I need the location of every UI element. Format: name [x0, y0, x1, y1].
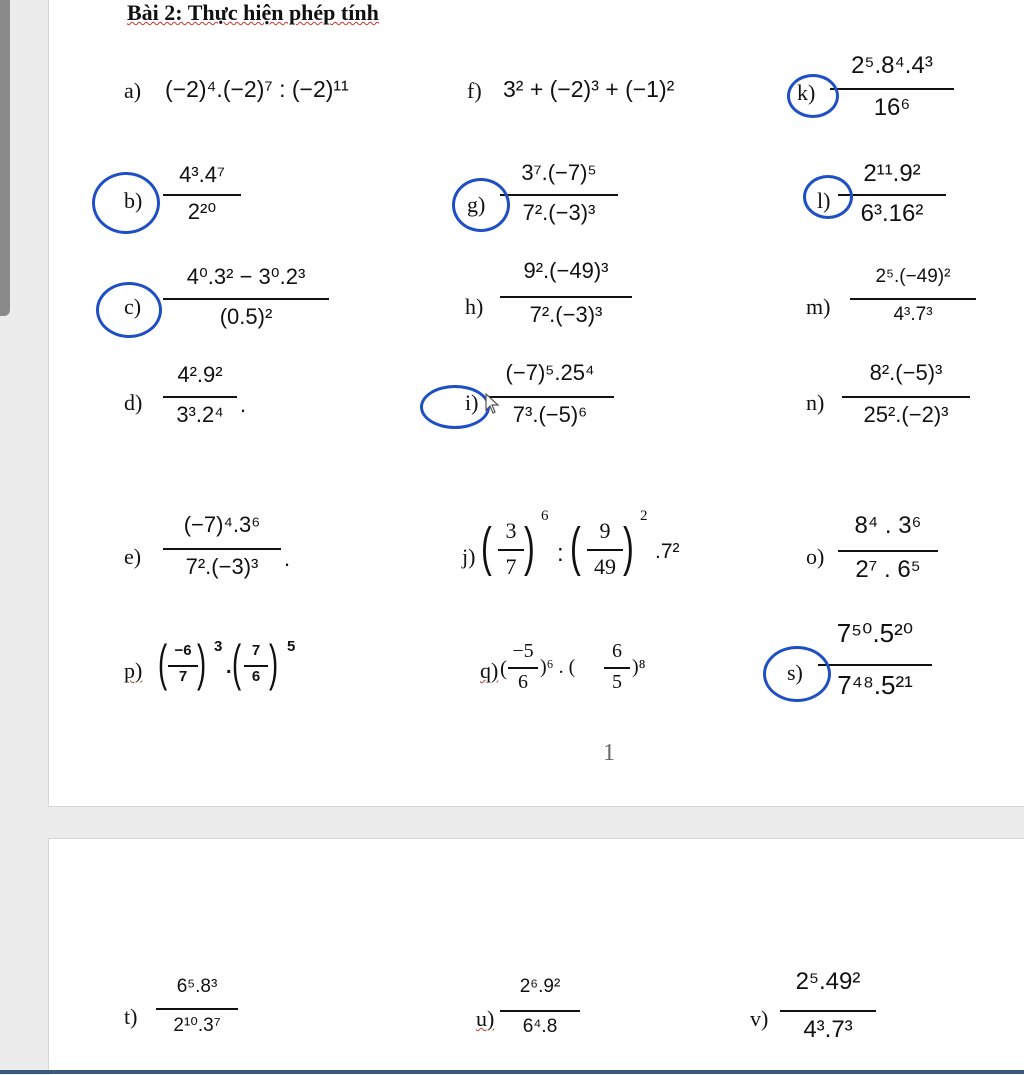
numerator-c: 4⁰.3² − 3⁰.2³: [186, 264, 306, 289]
denominator-o: 2⁷ . 6⁵: [855, 556, 921, 583]
fraction-o: [838, 512, 938, 592]
fraction-m: [850, 266, 976, 340]
exponent-j-a: 6: [541, 508, 549, 524]
fraction-bar-n: [842, 396, 970, 398]
label-h: h): [465, 294, 484, 319]
denominator-p-a: 7: [178, 668, 188, 685]
label-f: f): [467, 78, 482, 103]
expr-f: 3² + (−2)³ + (−1)²: [503, 76, 675, 102]
numerator-u: 2⁶.9²: [519, 976, 561, 997]
numerator-i: (−7)⁵.25⁴: [505, 360, 595, 385]
numerator-h: 9².(−49)³: [523, 258, 609, 283]
label-p: p): [124, 658, 143, 683]
fraction-i: [486, 360, 614, 436]
label-q: q): [480, 658, 499, 683]
numerator-l: 2¹¹.9²: [863, 160, 921, 187]
label-l: l): [817, 188, 831, 213]
fraction-d: [163, 362, 237, 438]
label-s: s): [787, 660, 803, 685]
fraction-bar-o: [838, 550, 938, 552]
label-b: b): [124, 188, 143, 213]
fraction-n: [842, 360, 970, 440]
denominator-b: 2²⁰: [187, 199, 217, 224]
denominator-s: 7⁴⁸.5²¹: [837, 670, 913, 700]
fraction-bar-b: [163, 194, 241, 196]
fraction-bar-p-a: [168, 665, 198, 667]
paren-close-p2: ): [269, 635, 279, 691]
label-u: u): [476, 1006, 495, 1031]
numerator-k: 2⁵.8⁴.4³: [851, 52, 933, 79]
label-t: t): [124, 1004, 138, 1029]
side-scroll-tab[interactable]: [0, 0, 10, 316]
denominator-j-b: 49: [594, 554, 616, 579]
fraction-t: [156, 976, 238, 1050]
fraction-bar-v: [780, 1010, 876, 1012]
fraction-bar-t: [156, 1008, 238, 1010]
numerator-m: 2⁵.(−49)²: [875, 266, 951, 287]
label-c: c): [124, 294, 142, 319]
denominator-q-b: 5: [612, 671, 622, 693]
label-e: e): [124, 544, 142, 569]
fraction-h: [500, 258, 632, 338]
label-i: i): [465, 390, 479, 415]
denominator-u: 6⁴.8: [522, 1016, 558, 1037]
exercise-title: Bài 2: Thực hiện phép tính: [127, 0, 379, 25]
label-j: j): [462, 544, 476, 569]
numerator-v: 2⁵.49²: [795, 968, 861, 995]
fraction-bar-q-b: [604, 667, 630, 669]
denominator-j-a: 7: [505, 554, 517, 579]
fraction-bar-m: [850, 298, 976, 300]
fraction-bar-s: [818, 664, 932, 666]
denominator-h: 7².(−3)³: [529, 302, 603, 327]
paren-open-j2: (: [570, 517, 581, 577]
fraction-j-a: [498, 518, 524, 588]
fraction-q-a: [508, 640, 538, 700]
denominator-t: 2¹⁰.3⁷: [173, 1015, 221, 1036]
mouse-pointer-icon: [485, 393, 501, 415]
exponent-p-b: 5: [287, 638, 296, 655]
fraction-bar-p-b: [244, 665, 268, 667]
expr-a: (−2)⁴.(−2)⁷ : (−2)¹¹: [165, 76, 349, 102]
denominator-l: 6³.16²: [860, 200, 924, 227]
label-v: v): [750, 1006, 769, 1031]
numerator-j-a: 3: [505, 518, 517, 543]
page-number: 1: [603, 740, 615, 766]
operator-p: .: [226, 656, 232, 678]
fraction-j-b: [587, 518, 623, 588]
paren-open-j1: (: [481, 517, 492, 577]
label-k: k): [797, 80, 816, 105]
denominator-n: 25².(−2)³: [863, 402, 949, 427]
numerator-e: (−7)⁴.3⁶: [183, 512, 261, 537]
fraction-b: [163, 162, 241, 234]
numerator-t: 6⁵.8³: [176, 976, 218, 997]
middle-q: )⁶ . (: [540, 656, 576, 678]
denominator-g: 7².(−3)³: [522, 200, 596, 225]
denominator-i: 7³.(−5)⁶: [512, 402, 588, 427]
fraction-bar-q-a: [508, 667, 538, 669]
denominator-q-a: 6: [518, 671, 528, 693]
fraction-bar-j-a: [498, 549, 524, 551]
numerator-d: 4².9²: [177, 362, 223, 387]
bottom-bar: [0, 1070, 1024, 1074]
fraction-s: [818, 618, 932, 710]
numerator-j-b: 9: [599, 518, 611, 543]
denominator-v: 4³.7³: [803, 1016, 853, 1043]
paren-close-j2: ): [623, 517, 634, 577]
denominator-m: 4³.7³: [893, 304, 933, 325]
fraction-bar-d: [163, 396, 237, 398]
fraction-v: [780, 968, 876, 1060]
numerator-q-a: −5: [512, 640, 534, 662]
label-g: g): [467, 192, 486, 217]
label-d: d): [124, 390, 143, 415]
fraction-bar-g: [500, 194, 618, 196]
exponent-p-a: 3: [214, 638, 223, 655]
fraction-bar-h: [500, 296, 632, 298]
fraction-q-b: [604, 640, 630, 700]
denominator-k: 16⁶: [873, 94, 911, 121]
label-a: a): [124, 78, 142, 103]
paren-open-q: (: [500, 656, 507, 680]
fraction-bar-c: [163, 298, 329, 300]
numerator-p-b: 7: [251, 642, 261, 659]
tail-j: .7²: [655, 540, 680, 563]
numerator-s: 7⁵⁰.5²⁰: [836, 618, 914, 648]
paren-close-p1: ): [197, 635, 207, 691]
label-o: o): [806, 544, 825, 569]
denominator-p-b: 6: [251, 668, 261, 685]
fraction-p-b: [244, 642, 268, 698]
denominator-e: 7².(−3)³: [185, 554, 259, 579]
fraction-p-a: [168, 642, 198, 698]
numerator-b: 4³.4⁷: [179, 162, 225, 187]
operator-j: :: [557, 540, 564, 567]
paren-close-j1: ): [524, 517, 535, 577]
fraction-c: [163, 264, 329, 340]
tail-q: )⁸: [632, 656, 646, 678]
paren-open-p1: (: [158, 635, 168, 691]
fraction-bar-j-b: [587, 549, 623, 551]
numerator-g: 3⁷.(−7)⁵: [521, 160, 597, 185]
fraction-bar-i: [486, 396, 614, 398]
paren-open-p2: (: [232, 635, 242, 691]
tail-d: .: [240, 392, 247, 417]
numerator-q-b: 6: [612, 640, 622, 662]
numerator-o: 8⁴ . 3⁶: [854, 512, 922, 539]
denominator-d: 3³.2⁴: [176, 402, 224, 427]
label-m: m): [806, 294, 831, 319]
denominator-c: (0.5)²: [219, 304, 273, 329]
fraction-l: [838, 160, 946, 240]
exponent-j-b: 2: [640, 508, 648, 524]
fraction-bar-u: [500, 1010, 580, 1012]
label-n: n): [806, 390, 825, 415]
fraction-e: [163, 512, 281, 592]
fraction-u: [500, 976, 580, 1052]
numerator-n: 8².(−5)³: [869, 360, 943, 385]
fraction-bar-l: [838, 194, 946, 196]
numerator-p-a: −6: [174, 642, 192, 659]
fraction-g: [500, 160, 618, 236]
tail-e: .: [284, 546, 291, 571]
fraction-k: [830, 52, 954, 136]
fraction-bar-e: [163, 548, 281, 550]
fraction-bar-k: [830, 88, 954, 90]
